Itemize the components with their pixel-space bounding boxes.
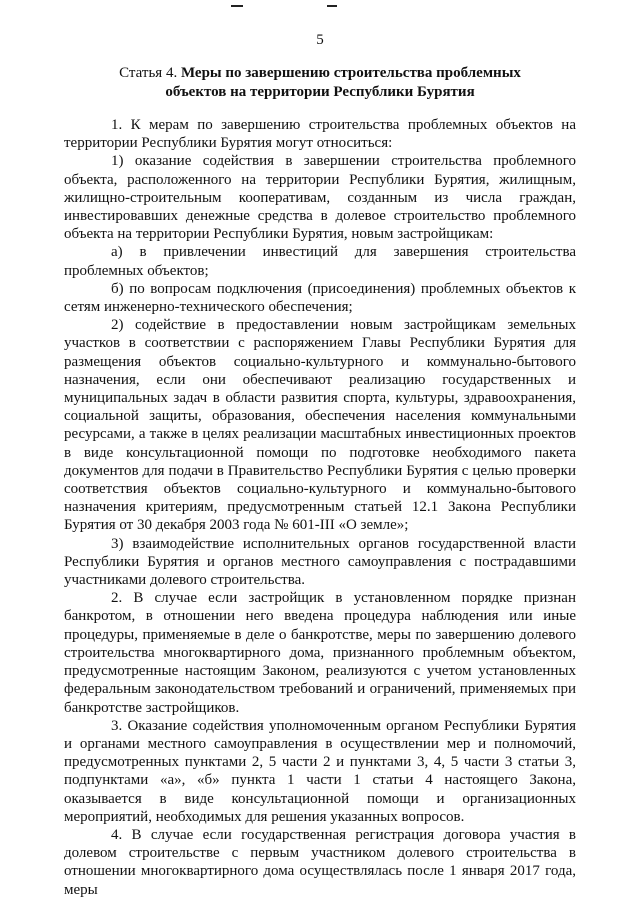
paragraph: 4. В случае если государственная регистрация договора участия в долевом строительстве с первым участником долевого строительства в отношении многоквартирного дома осуществлялась после 1 января 2017 года, меры [64, 826, 576, 898]
scan-top-marks [0, 0, 640, 12]
article-title-block [90, 64, 550, 102]
paragraph: б) по вопросам подключения (присоединения) проблемных объектов к сетям инженерно-технического обеспечения; [64, 280, 576, 316]
paragraph: 2) содействие в предоставлении новым застройщикам земельных участков в соответствии с распоряжением Главы Республики Бурятия для размещения объектов социально-культурного и коммунально-бытового назначения, если они обеспечивают реализацию государственных и муниципальных задач в области развития спорта, культуры, здравоохранения, социальной защиты, образования, обеспечения населения коммунальными ресурсами, а также в целях реализации масштабных инвестиционных проектов в виде консультационной помощи по подготовке необходимого пакета документов для подачи в Правительство Республики Бурятия с целью проверки соответствия объектов социально-культурного и коммунально-бытового назначения критериям, предусмотренным статьей 12.1 Закона Республики Бурятия от 30 декабря 2003 года № 601-III «О земле»; [64, 317, 576, 534]
article-title: Меры по завершению строительства проблемных объектов на территории Республики Бурятия [165, 65, 521, 100]
paragraph: 1. К мерам по завершению строительства проблемных объектов на территории Республики Бурятия могут относиться: [64, 117, 576, 152]
article-body [64, 116, 576, 899]
paragraph: 3. Оказание содействия уполномоченным органом Республики Бурятия и органами местного самоуправления в осуществлении мер и полномочий, предусмотренных пунктами 2, 5 части 2 и пунктами 3, 4, 5 части 3 статьи 3, подпунктами «а», «б» пункта 1 части 1 статьи 4 настоящего Закона, оказывается в виде консультационной помощи и организационных мероприятий, необходимых для решения указанных вопросов. [64, 717, 576, 825]
page-number: 5 [316, 32, 324, 48]
article-prefix: Статья 4. [119, 65, 178, 81]
paragraph: 2. В случае если застройщик в установленном порядке признан банкротом, в отношении него введена процедура наблюдения или иные процедуры, применяемые в деле о банкротстве, меры по завершению долевого строительства многоквартирного дома, признанного проблемным объектом, предусмотренные настоящим Законом, реализуются с учетом установленных федеральным законодательством требований и ограничений, применяемых при банкротстве застройщиков. [64, 590, 576, 716]
scan-mark-left [231, 5, 243, 7]
paragraph: а) в привлечении инвестиций для завершения строительства проблемных объектов; [64, 244, 576, 279]
paragraph: 3) взаимодействие исполнительных органов государственной власти Республики Бурятия и органов местного самоуправления с пострадавшими участниками долевого строительства. [64, 535, 576, 589]
scan-mark-right [327, 5, 337, 7]
paragraph: 1) оказание содействия в завершении строительства проблемного объекта, расположенного на территории Республики Бурятия, жилищным, жилищно-строительным кооперативам, созданным из числа граждан, инвестировавших денежные средства в долевое строительство проблемного объекта на территории Республики Бурятия, новым застройщикам: [64, 153, 576, 243]
